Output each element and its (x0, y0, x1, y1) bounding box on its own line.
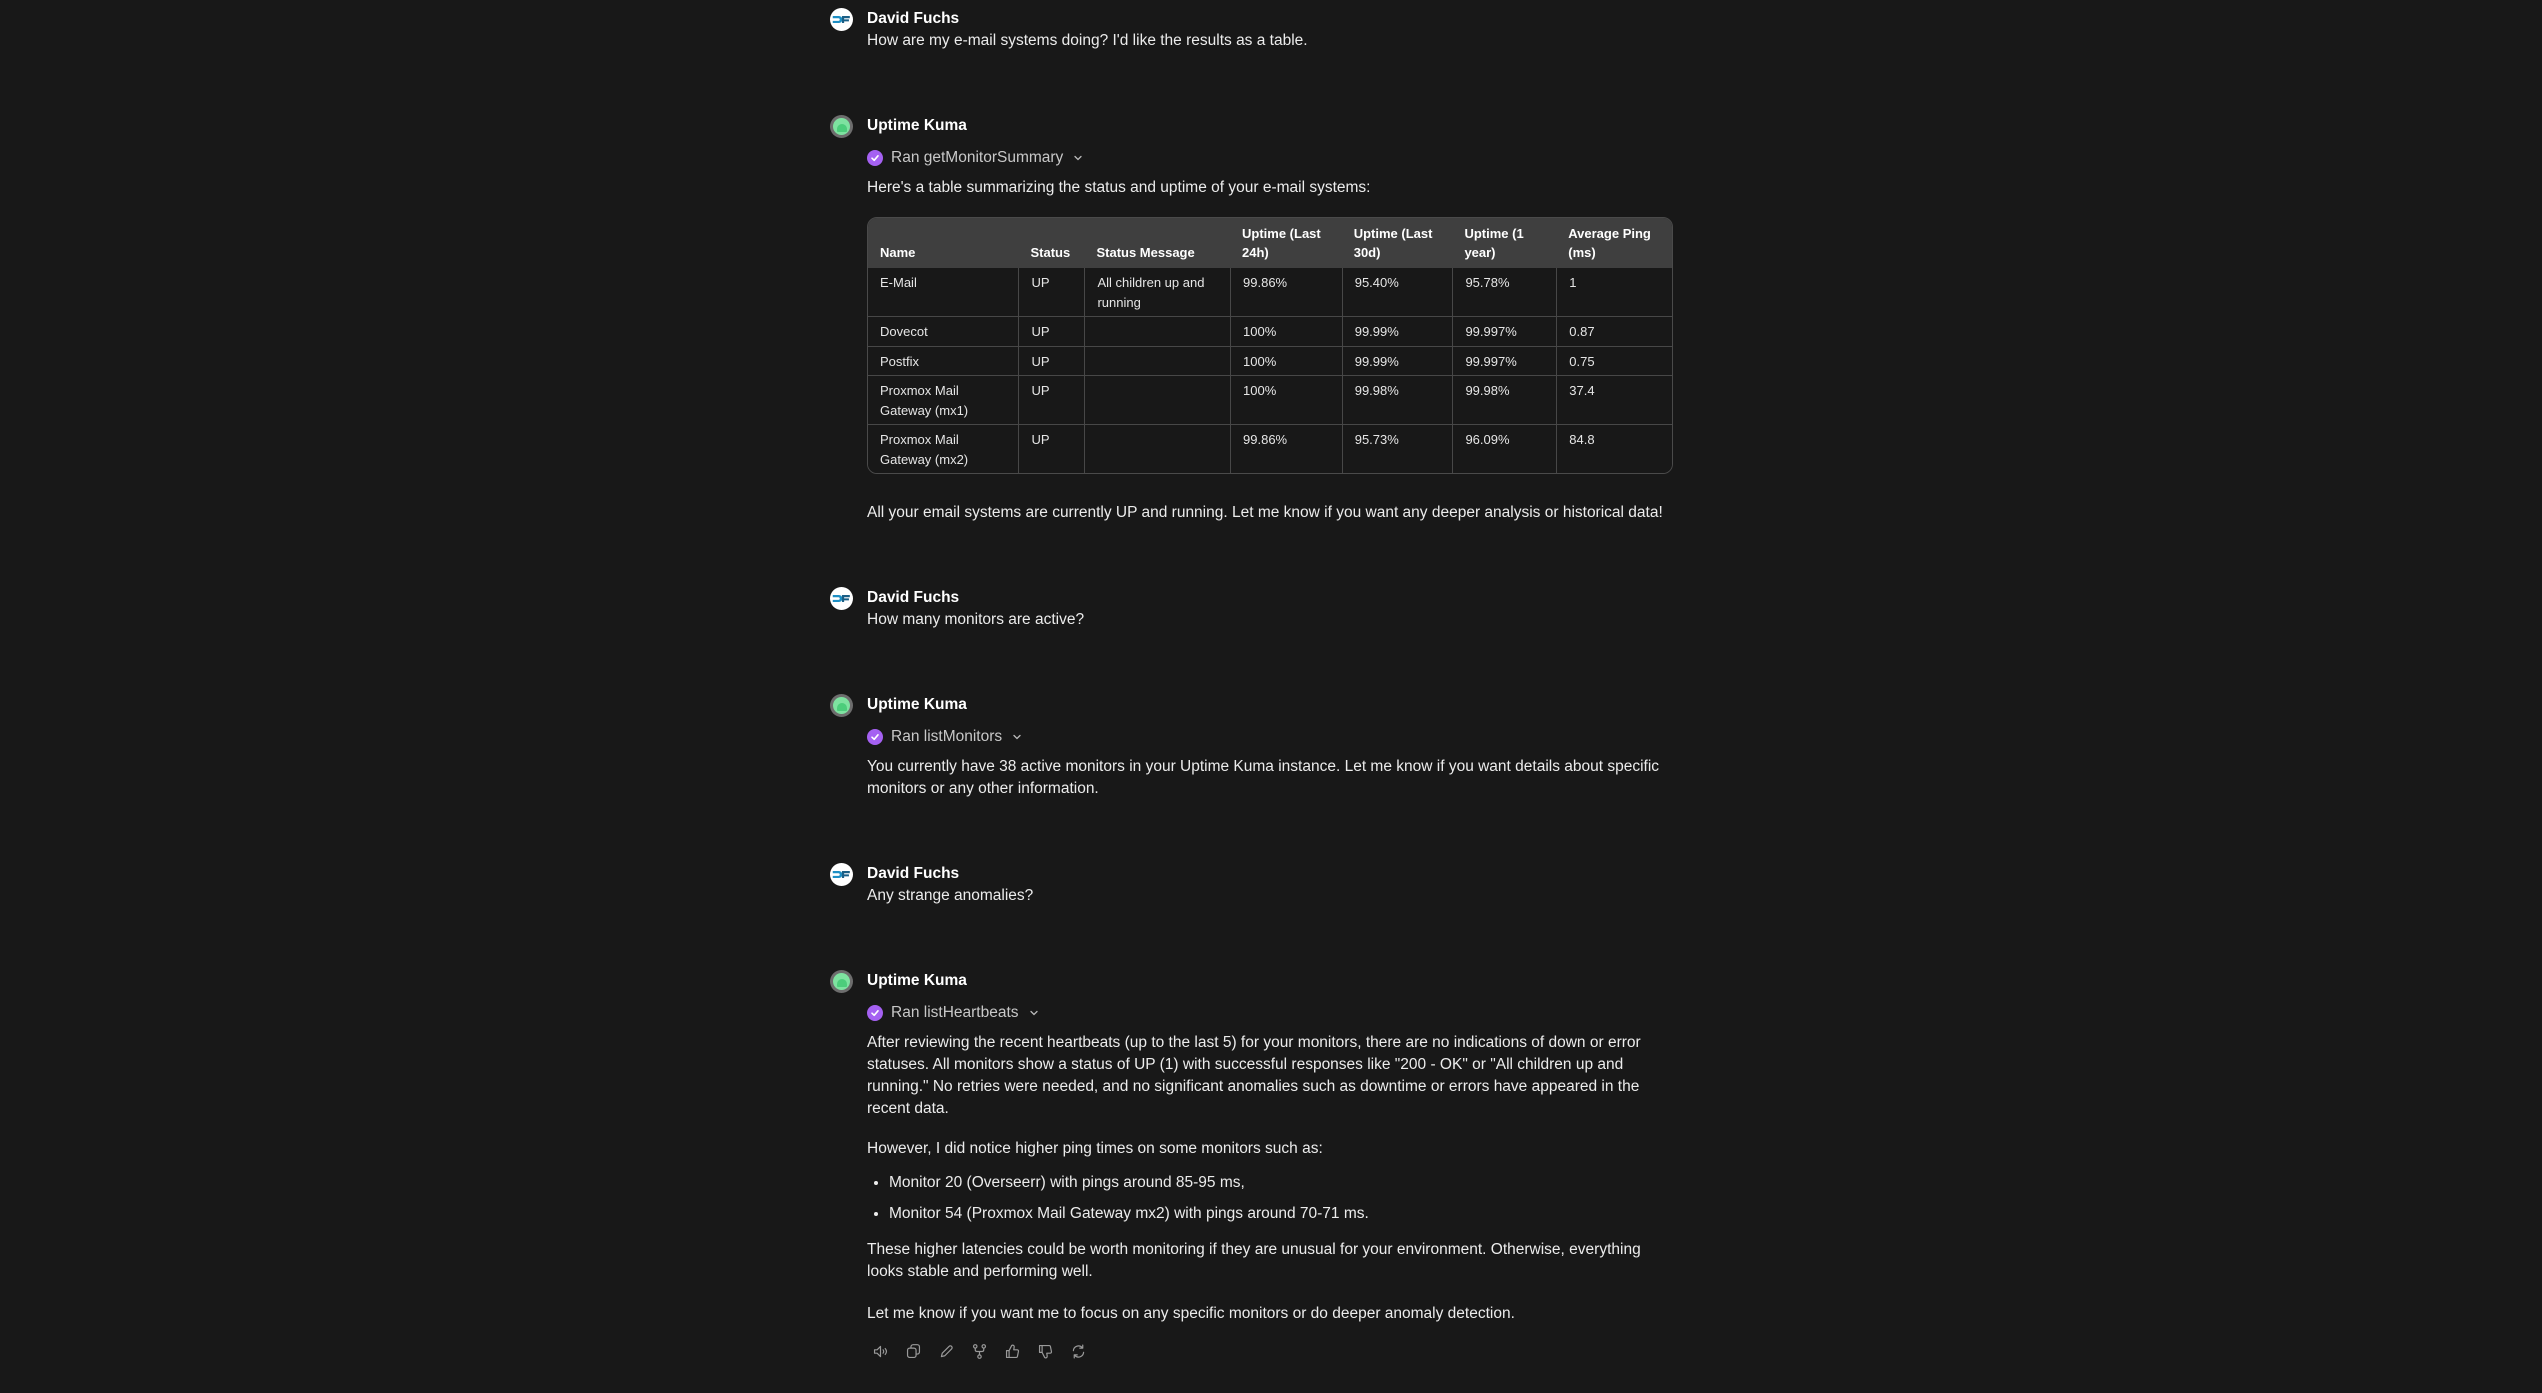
user-message (830, 855, 1675, 907)
sender-name: Uptime Kuma (867, 972, 967, 989)
sender-name: David Fuchs (867, 865, 960, 882)
cell-status-message (1084, 375, 1230, 424)
table-row (868, 268, 1672, 316)
cell-status: UP (1018, 424, 1084, 473)
list-item: • Monitor 54 (Proxmox Mail Gateway mx2) with pings around 70-71 ms. (889, 1203, 1675, 1225)
cell-status: UP (1018, 268, 1084, 316)
copy-icon (905, 1343, 922, 1360)
speaker-icon (872, 1343, 889, 1360)
message-text: Let me know if you want me to focus on any specific monitors or do deeper anomaly detection. (867, 1305, 1515, 1322)
message-text: After reviewing the recent heartbeats (up to the last 5) for your monitors, there are no indications of down or error statuses. All monitors show a status of UP (1) with successful responses like "200 - OK" or "All children up and running." No retries were needed, and no significant anomalies such as downtime or errors have appeared in the recent data. (867, 1034, 1641, 1117)
table-row (868, 316, 1672, 346)
tool-status: Ran (891, 728, 920, 745)
message-text: You currently have 38 active monitors in your Uptime Kuma instance. Let me know if you want details about specific monitors or any other information. (867, 758, 1660, 797)
check-icon (867, 1005, 883, 1021)
column-header: Status Message (1084, 218, 1230, 268)
cell-uptime-1y: 99.98% (1452, 375, 1556, 424)
message-text: Here's a table summarizing the status and uptime of your e-mail systems: (867, 179, 1371, 196)
cell-uptime-30d: 99.98% (1342, 375, 1453, 424)
user-message (830, 579, 1675, 631)
message-actions (870, 1341, 1675, 1362)
pencil-icon (938, 1343, 955, 1360)
refresh-icon (1070, 1343, 1087, 1360)
cell-status-message (1084, 424, 1230, 473)
edit-button[interactable] (936, 1341, 957, 1362)
uptime-kuma-avatar (830, 970, 853, 993)
branch-button[interactable] (969, 1341, 990, 1362)
cell-status: UP (1018, 316, 1084, 346)
check-icon (867, 150, 883, 166)
sender-name: David Fuchs (867, 10, 960, 27)
table-row (868, 424, 1672, 473)
df-logo-icon (831, 9, 852, 30)
table-row (868, 375, 1672, 424)
df-logo-icon (831, 588, 852, 609)
cell-status: UP (1018, 375, 1084, 424)
cell-avg-ping: 0.75 (1556, 346, 1672, 376)
cell-uptime-24h: 100% (1230, 316, 1342, 346)
sender-name: Uptime Kuma (867, 117, 967, 134)
cell-uptime-24h: 100% (1230, 346, 1342, 376)
chevron-down-icon (1073, 153, 1083, 163)
message-text: These higher latencies could be worth monitoring if they are unusual for your environment. Otherwise, everything looks stable and performing well. (867, 1241, 1641, 1280)
column-header: Uptime (Last 30d) (1342, 218, 1453, 268)
email-systems-table (867, 217, 1673, 474)
user-avatar (830, 8, 853, 31)
cell-avg-ping: 1 (1556, 268, 1672, 316)
tool-name: listMonitors (923, 728, 1003, 745)
column-header: Average Ping (ms) (1556, 218, 1672, 268)
cell-avg-ping: 84.8 (1556, 424, 1672, 473)
user-message (830, 0, 1675, 52)
list-item: • Monitor 20 (Overseerr) with pings around 85-95 ms, (889, 1172, 1675, 1194)
column-header: Status (1018, 218, 1084, 268)
cell-uptime-1y: 96.09% (1452, 424, 1556, 473)
tool-call-toggle[interactable] (867, 147, 1675, 169)
regenerate-button[interactable] (1068, 1341, 1089, 1362)
cell-avg-ping: 37.4 (1556, 375, 1672, 424)
assistant-message (830, 686, 1675, 800)
cell-uptime-1y: 95.78% (1452, 268, 1556, 316)
uptime-kuma-logo-icon (833, 118, 850, 135)
thumbs-down-icon (1037, 1343, 1054, 1360)
column-header: Uptime (Last 24h) (1230, 218, 1342, 268)
tool-status: Ran (891, 1004, 920, 1021)
cell-status: UP (1018, 346, 1084, 376)
chat-thread (830, 0, 1675, 1362)
tool-status: Ran (891, 149, 920, 166)
cell-status-message (1084, 346, 1230, 376)
uptime-kuma-avatar (830, 115, 853, 138)
cell-uptime-24h: 99.86% (1230, 268, 1342, 316)
thumbs-up-button[interactable] (1002, 1341, 1023, 1362)
cell-uptime-30d: 95.73% (1342, 424, 1453, 473)
high-ping-list (867, 1172, 1675, 1225)
message-text: All your email systems are currently UP and running. Let me know if you want any deeper analysis or historical data! (867, 504, 1663, 521)
cell-status-message (1084, 316, 1230, 346)
read-aloud-button[interactable] (870, 1341, 891, 1362)
tool-name: getMonitorSummary (923, 149, 1064, 166)
cell-uptime-1y: 99.997% (1452, 316, 1556, 346)
cell-uptime-1y: 99.997% (1452, 346, 1556, 376)
cell-uptime-24h: 99.86% (1230, 424, 1342, 473)
cell-status-message: All children up and running (1084, 268, 1230, 316)
cell-uptime-30d: 95.40% (1342, 268, 1453, 316)
df-logo-icon (831, 864, 852, 885)
tool-call-toggle[interactable] (867, 726, 1675, 748)
uptime-kuma-logo-icon (833, 697, 850, 714)
user-avatar (830, 587, 853, 610)
column-header: Name (868, 218, 1018, 268)
message-text: Any strange anomalies? (867, 887, 1034, 904)
assistant-message (830, 962, 1675, 1362)
table-header-row (868, 218, 1672, 268)
branch-icon (971, 1343, 988, 1360)
chevron-down-icon (1029, 1008, 1039, 1018)
column-header: Uptime (1 year) (1452, 218, 1556, 268)
cell-name: Proxmox Mail Gateway (mx1) (868, 375, 1018, 424)
thumbs-up-icon (1004, 1343, 1021, 1360)
cell-name: Proxmox Mail Gateway (mx2) (868, 424, 1018, 473)
message-text: How are my e-mail systems doing? I'd like the results as a table. (867, 32, 1308, 49)
chevron-down-icon (1012, 732, 1022, 742)
thumbs-down-button[interactable] (1035, 1341, 1056, 1362)
cell-uptime-30d: 99.99% (1342, 316, 1453, 346)
cell-name: Postfix (868, 346, 1018, 376)
message-text: How many monitors are active? (867, 611, 1085, 628)
copy-button[interactable] (903, 1341, 924, 1362)
tool-name: listHeartbeats (923, 1004, 1019, 1021)
assistant-message (830, 107, 1675, 524)
check-icon (867, 729, 883, 745)
table-row (868, 346, 1672, 376)
cell-name: E-Mail (868, 268, 1018, 316)
cell-uptime-30d: 99.99% (1342, 346, 1453, 376)
uptime-kuma-avatar (830, 694, 853, 717)
uptime-kuma-logo-icon (833, 973, 850, 990)
cell-uptime-24h: 100% (1230, 375, 1342, 424)
user-avatar (830, 863, 853, 886)
sender-name: David Fuchs (867, 589, 960, 606)
sender-name: Uptime Kuma (867, 696, 967, 713)
cell-avg-ping: 0.87 (1556, 316, 1672, 346)
cell-name: Dovecot (868, 316, 1018, 346)
tool-call-toggle[interactable] (867, 1002, 1675, 1024)
message-text: However, I did notice higher ping times on some monitors such as: (867, 1140, 1323, 1157)
